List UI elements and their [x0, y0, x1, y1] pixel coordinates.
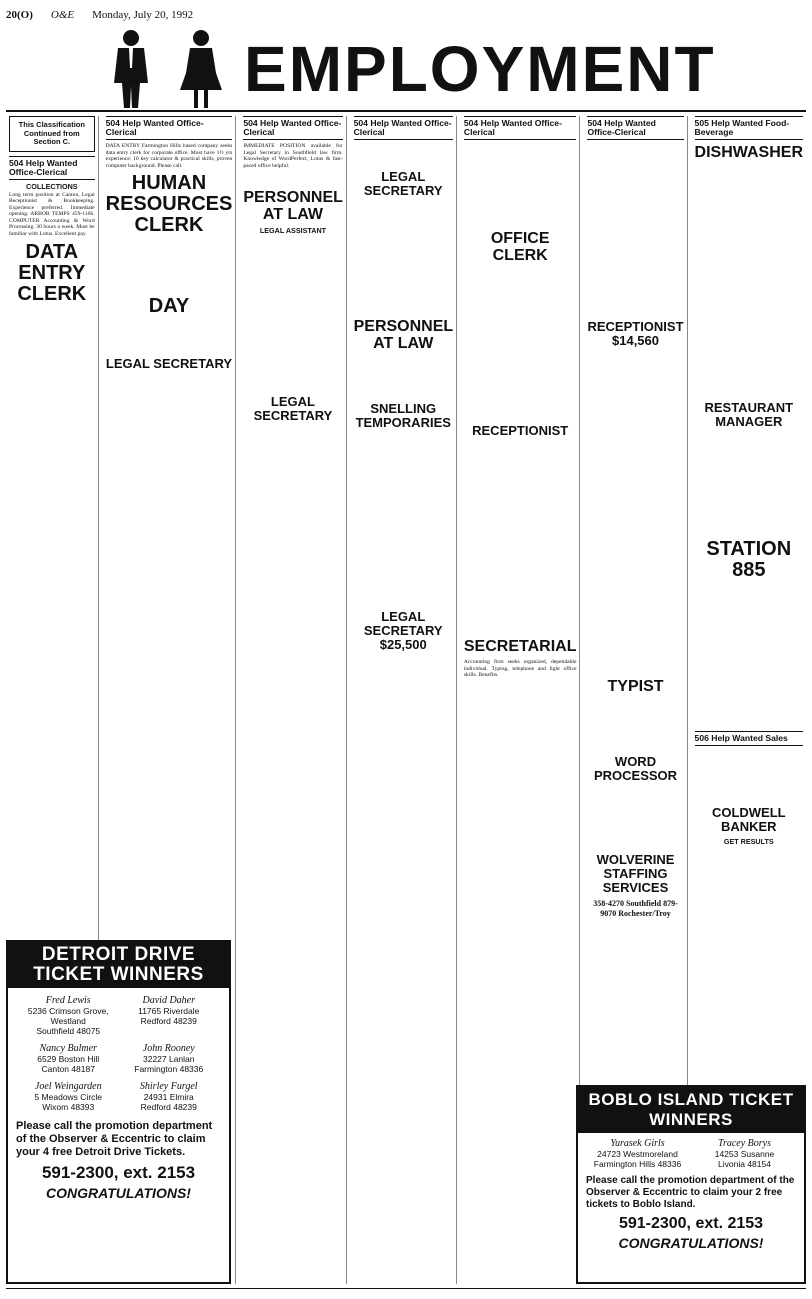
winner-entry: John Rooney 32227 Lanlan Farmington 48336	[134, 1043, 204, 1074]
ad-display-headline: SECRETARIAL	[463, 638, 577, 655]
category-heading: 505 Help Wanted Food-Beverage	[695, 116, 803, 140]
ad-body: IMMEDIATE POSITION available for Legal Secretary in Southfield law firm. Knowledge of WordPerfect, Lotus & fast-paced office helpful.	[243, 143, 343, 169]
congratulations-text: CONGRATULATIONS!	[46, 1185, 191, 1201]
winner-list	[8, 988, 229, 1116]
promotion-phone: 591-2300, ext. 2153	[618, 1215, 764, 1232]
category-heading: 504 Help Wanted Office-Clerical	[464, 116, 577, 140]
claim-instructions: Please call the promotion department of the Observer & Eccentric to claim your 4 free Detroit Drive Tickets.	[16, 1120, 213, 1158]
businessman-figure-icon	[96, 28, 166, 110]
ad-display-headline: WOLVERINE STAFFING SERVICES	[596, 852, 675, 895]
detroit-drive-contest-box	[6, 940, 231, 1284]
winner-entry: Yurasek Girls 24723 Westmoreland Farmington Hills 48336	[593, 1138, 682, 1169]
winner-list	[578, 1133, 804, 1171]
promotion-phone: 591-2300, ext. 2153	[41, 1163, 196, 1182]
ad-display-headline: OFFICE CLERK	[490, 230, 550, 264]
section-title: EMPLOYMENT	[244, 33, 716, 105]
ad-display-headline: RECEPTIONIST	[472, 423, 569, 438]
ad-body: Long term position at Canton, Legal Receptionist & Bookkeeping. Experience preferred. Immediate opening. ARBOR TEMPS 459-1166. COMPUTER Accounting & Word Processing. 30 hours a week. Must be familiar with Lotus. Excellent pay.	[9, 191, 95, 238]
winner-entry: Joel Weingarden 5 Meadows Circle Wixom 48393	[34, 1081, 103, 1112]
claim-instructions: Please call the promotion department of the Observer & Eccentric to claim your 2 free tickets to Boblo Island.	[586, 1175, 795, 1210]
ad-display-headline: LEGAL SECRETARY	[363, 169, 443, 198]
ad-display-headline: LEGAL SECRETARY	[105, 356, 233, 372]
page-number: 20(O)	[6, 9, 33, 21]
boblo-island-contest-box	[576, 1085, 806, 1284]
ad-display-headline: STATION 885	[706, 538, 792, 581]
agency-phone: 358-4270 Southfield 879-9070 Rochester/Troy	[593, 899, 678, 918]
ad-display-headline: PERSONNEL AT LAW	[243, 189, 343, 224]
ad-display-headline: WORD PROCESSOR	[593, 754, 678, 783]
ad-display-headline: DISHWASHER	[694, 144, 803, 161]
ad-display-headline: DAY	[148, 295, 190, 318]
issue-date: Monday, July 20, 1992	[92, 9, 194, 21]
winner-entry: David Daher 11765 Riverdale Redford 48239	[138, 995, 200, 1026]
column-4	[351, 116, 457, 1284]
section-masthead	[6, 26, 806, 112]
ad-display-headline: RECEPTIONIST $14,560	[587, 319, 684, 348]
ad-headline: COLLECTIONS	[26, 181, 78, 191]
congratulations-text: CONGRATULATIONS!	[618, 1235, 764, 1251]
column-5	[461, 116, 581, 1284]
category-heading: 504 Help Wanted Office-Clerical	[243, 116, 342, 140]
ad-display-headline: COLDWELL BANKER	[711, 805, 786, 834]
ad-display-headline: RESTAURANT MANAGER	[704, 400, 794, 429]
ad-display-headline: SNELLING TEMPORARIES	[355, 401, 451, 430]
continued-notice: This Classification Continued from Section C.	[9, 116, 95, 152]
ad-headline: GET RESULTS	[723, 837, 774, 846]
ad-display-headline: TYPIST	[607, 678, 664, 695]
category-heading: 504 Help Wanted Office-Clerical	[587, 116, 683, 140]
ad-body: Accounting firm seeks organized, dependable individual. Typing, telephone and light office skills. Benefits.	[463, 659, 577, 679]
publication-name: O&E	[50, 9, 75, 21]
ad-display-headline: HUMAN RESOURCES CLERK	[105, 172, 233, 237]
ad-display-headline: PERSONNEL AT LAW	[353, 318, 454, 352]
category-heading: 506 Help Wanted Sales	[695, 731, 803, 746]
page-folio	[6, 6, 806, 24]
ad-display-headline: DATA ENTRY CLERK	[17, 240, 87, 305]
winner-entry: Tracey Borys 14253 Susanne Livonia 48154	[714, 1138, 775, 1169]
ad-body: DATA ENTRY Farmington Hills based company seeks data entry clerk for corporate office. Must have 1½ yrs experience. 10 key calculator & practical skills, proven computer background. Please call.	[105, 143, 233, 169]
column-3	[240, 116, 346, 1284]
businesswoman-figure-icon	[166, 28, 236, 110]
ad-headline: LEGAL ASSISTANT	[259, 226, 327, 236]
winner-entry: Shirley Furgel 24931 Elmira Redford 48239	[139, 1081, 198, 1112]
category-heading: 504 Help Wanted Office-Clerical	[106, 116, 233, 140]
ad-display-headline: LEGAL SECRETARY	[253, 394, 333, 424]
category-heading: 504 Help Wanted Office-Clerical	[9, 156, 95, 180]
winner-entry: Nancy Bulmer 6529 Boston Hill Canton 48187	[37, 1043, 100, 1074]
page-footer-rule	[6, 1288, 806, 1296]
category-heading: 504 Help Wanted Office-Clerical	[354, 116, 453, 140]
contest-banner: DETROIT DRIVE TICKET WINNERS	[8, 942, 229, 988]
contest-banner: BOBLO ISLAND TICKET WINNERS	[578, 1087, 804, 1133]
winner-entry: Fred Lewis 5236 Crimson Grove, Westland Southfield 48075	[27, 995, 109, 1036]
ad-display-headline: LEGAL SECRETARY $25,500	[363, 609, 443, 652]
